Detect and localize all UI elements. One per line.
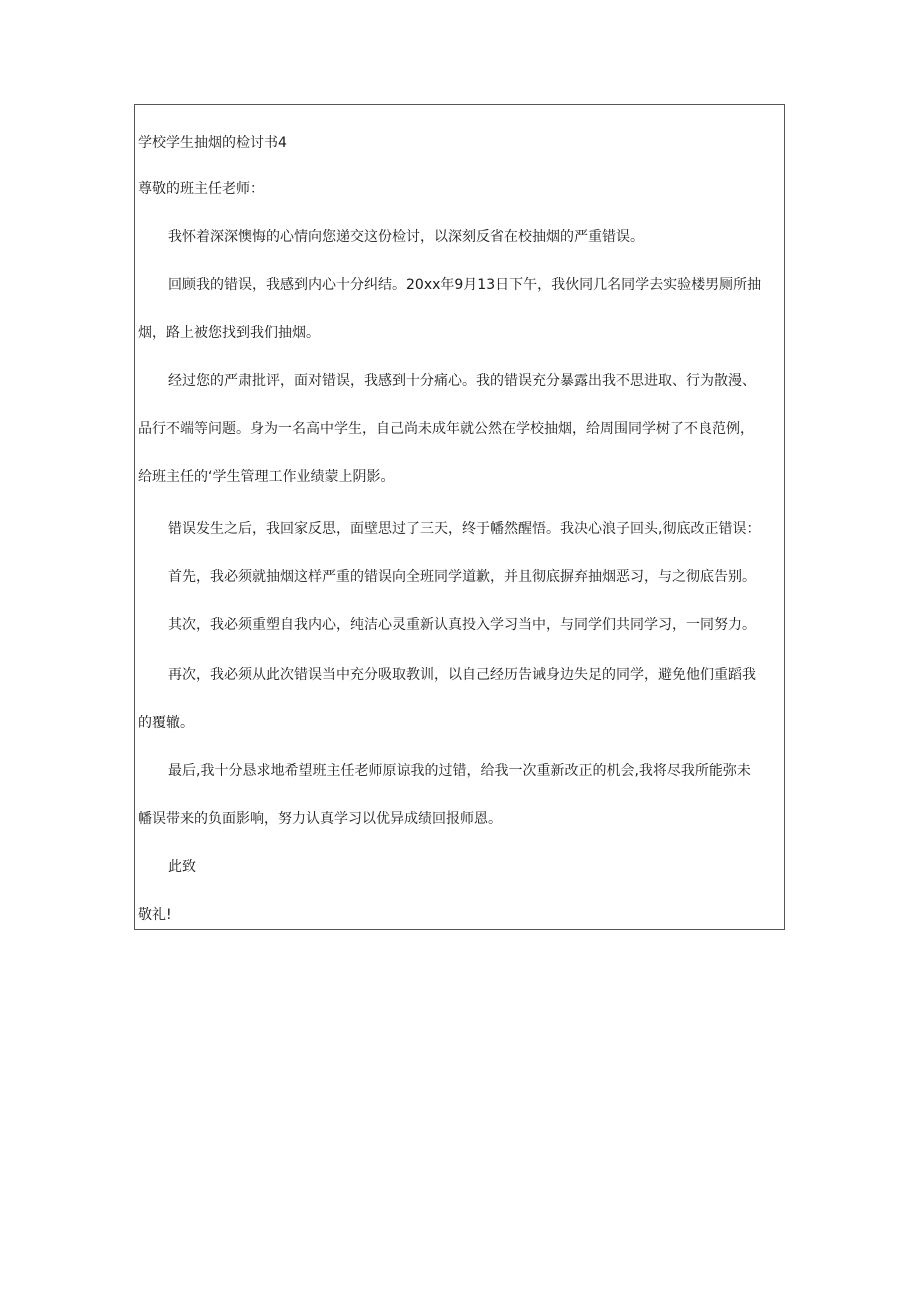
document-title: 学校学生抽烟的检讨书4 <box>138 135 287 151</box>
body-line: 错误发生之后，我回家反思，面壁思过了三天，终于幡然醒悟。我决心浪子回头,彻底改正错误： <box>168 521 761 537</box>
body-line: 其次，我必须重塑自我内心，纯洁心灵重新认真投入学习当中，与同学们共同学习，一同努力。 <box>168 617 756 633</box>
salutation: 尊敬的班主任老师： <box>138 181 264 197</box>
body-line: 品行不端等问题。身为一名高中学生，自己尚未成年就公然在学校抽烟，给周围同学树了不良范例， <box>138 421 754 437</box>
body-line: 首先，我必须就抽烟这样严重的错误向全班同学道歉，并且彻底摒弃抽烟恶习，与之彻底告别。 <box>168 569 756 585</box>
body-line: 给班主任的‘学生管理工作业绩蒙上阴影。 <box>138 469 395 485</box>
body-line: 烟，路上被您找到我们抽烟。 <box>138 325 320 341</box>
body-line: 我怀着深深懊悔的心情向您递交这份检讨，以深刻反省在校抽烟的严重错误。 <box>168 229 644 245</box>
body-line: 幡误带来的负面影响，努力认真学习以优异成绩回报师恩。 <box>138 811 502 827</box>
body-line: 经过您的严肃批评，面对错误，我感到十分痛心。我的错误充分暴露出我不思进取、行为散漫、 <box>168 373 756 389</box>
body-line: 再次，我必须从此次错误当中充分吸取教训，以自己经历告诫身边失足的同学，避免他们重蹈我 <box>168 667 756 683</box>
document-frame <box>134 104 785 930</box>
body-line: 的覆辙。 <box>138 715 194 731</box>
body-line: 回顾我的错误，我感到内心十分纠结。20xx年9月13日下午，我伙同几名同学去实验楼男厕所抽 <box>168 277 762 293</box>
body-line: 最后,我十分恳求地希望班主任老师原谅我的过错，给我一次重新改正的机会,我将尽我所能弥未 <box>168 763 751 779</box>
closing-line: 此致 <box>168 859 196 875</box>
closing-line: 敬礼! <box>138 907 172 923</box>
